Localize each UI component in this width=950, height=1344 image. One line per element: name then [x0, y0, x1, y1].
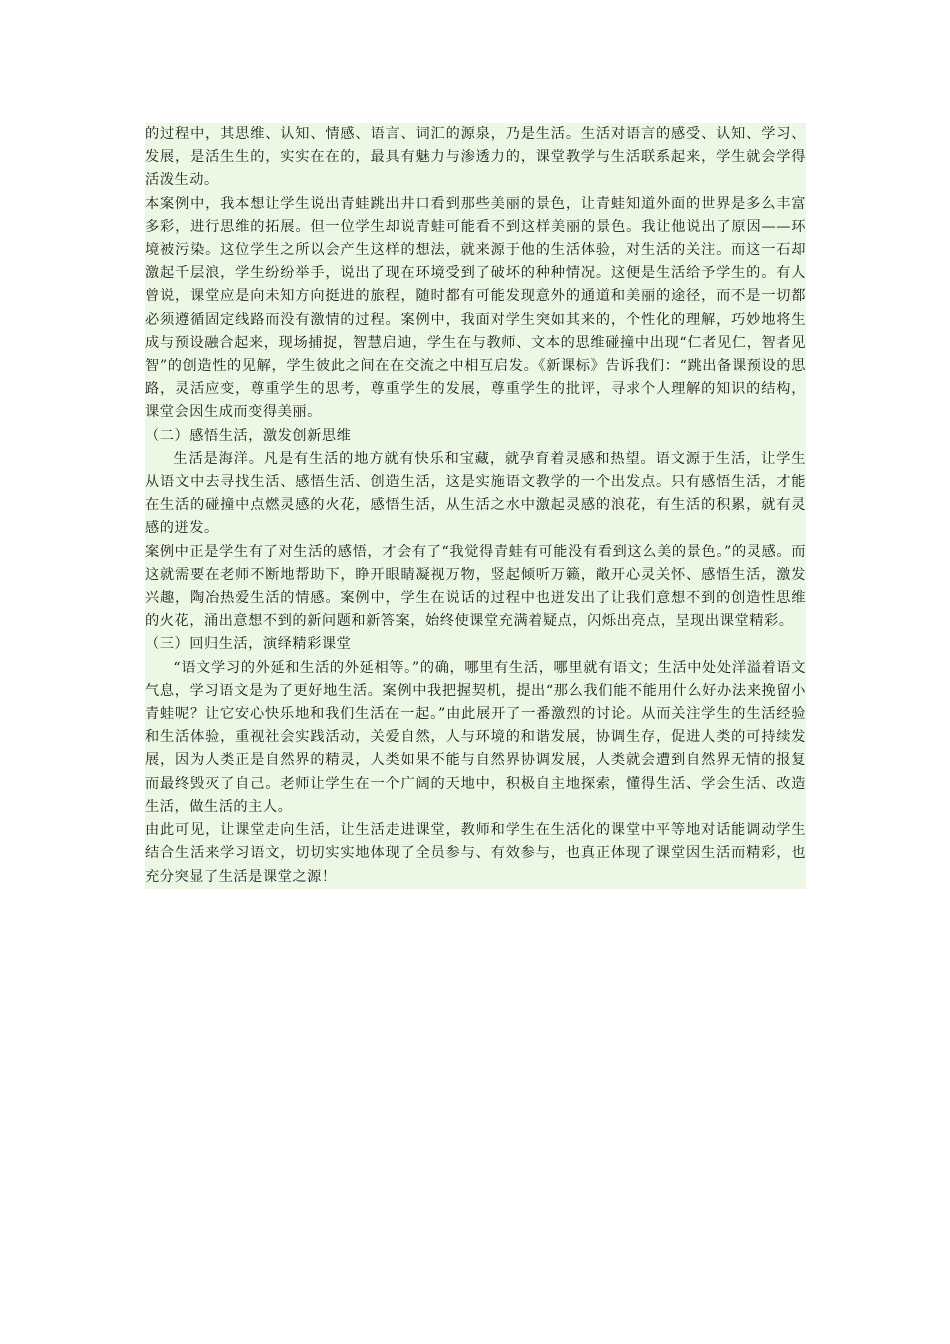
- section-heading-3: （三）回归生活，演绎精彩课堂: [145, 636, 352, 653]
- paragraph-6: 由此可见，让课堂走向生活，让生活走进课堂，教师和学生在生活化的课堂中平等地对话能调动学生结合生活来学习语文，切切实实地体现了全员参与、有效参与，也真正体现了课堂因生活而精彩，也充分突显了生活是课堂之源！: [145, 822, 806, 885]
- section-heading-2: （二）感悟生活，激发创新思维: [145, 427, 352, 444]
- paragraph-4: 案例中正是学生有了对生活的感悟，才会有了“我觉得青蛙有可能没有看到这么美的景色。”的灵感。而这就需要在老师不断地帮助下，睁开眼睛凝视万物，竖起倾听万籁，敞开心灵关怀、感悟生活，激发兴趣，陶冶热爱生活的情感。案例中，学生在说话的过程中也迸发出了让我们意想不到的创造性思维的火花，涌出意想不到的新问题和新答案，始终使课堂充满着疑点，闪烁出亮点，呈现出课堂精彩。: [145, 543, 806, 630]
- paragraph-5: “语文学习的外延和生活的外延相等。”的确，哪里有生活，哪里就有语文；生活中处处洋溢着语文气息，学习语文是为了更好地生活。案例中我把握契机，提出“那么我们能不能用什么好办法来挽留小青蛙呢？让它安心快乐地和我们生活在一起。”由此展开了一番激烈的讨论。从而关注学生的生活经验和生活体验，重视社会实践活动，关爱自然，人与环境的和谐发展，协调生存，促进人类的可持续发展，因为人类正是自然界的精灵，人类如果不能与自然界协调发展，人类就会遭到自然界无情的报复而最终毁灭了自己。老师让学生在一个广阔的天地中，积极自主地探索，懂得生活、学会生活、改造生活，做生活的主人。: [145, 659, 806, 815]
- paragraph-2: 本案例中，我本想让学生说出青蛙跳出井口看到那些美丽的景色，让青蛙知道外面的世界是多么丰富多彩，进行思维的拓展。但一位学生却说青蛙可能看不到这样美丽的景色。我让他说出了原因——环境被污染。这位学生之所以会产生这样的想法，就来源于他的生活体验，对生活的关注。而这一石却激起千层浪，学生纷纷举手，说出了现在环境受到了破坏的种种情况。这便是生活给予学生的。有人曾说，课堂应是向未知方向挺进的旅程，随时都有可能发现意外的通道和美丽的途径，而不是一切都必须遵循固定线路而没有激情的过程。案例中，我面对学生突如其来的，个性化的理解，巧妙地将生成与预设融合起来，现场捕捉，智慧启迪，学生在与教师、文本的思维碰撞中出现“仁者见仁，智者见智”的创造性的见解，学生彼此之间在在交流之中相互启发。《新课标》告诉我们：“跳出备课预设的思路，灵活应变，尊重学生的思考，尊重学生的发展，尊重学生的批评，寻求个人理解的知识的结构，课堂会因生成而变得美丽。: [145, 195, 806, 421]
- document-body: [145, 123, 806, 889]
- paragraph-3: 生活是海洋。凡是有生活的地方就有快乐和宝藏，就孕育着灵感和热望。语文源于生活，让学生从语文中去寻找生活、感悟生活、创造生活，这是实施语文教学的一个出发点。只有感悟生活，才能在生活的碰撞中点燃灵感的火花，感悟生活，从生活之水中激起灵感的浪花，有生活的积累，就有灵感的迸发。: [145, 450, 806, 537]
- paragraph-1: 的过程中，其思维、认知、情感、语言、词汇的源泉，乃是生活。生活对语言的感受、认知、学习、发展，是活生生的，实实在在的，最具有魅力与渗透力的，课堂教学与生活联系起来，学生就会学得活泼生动。: [145, 126, 806, 189]
